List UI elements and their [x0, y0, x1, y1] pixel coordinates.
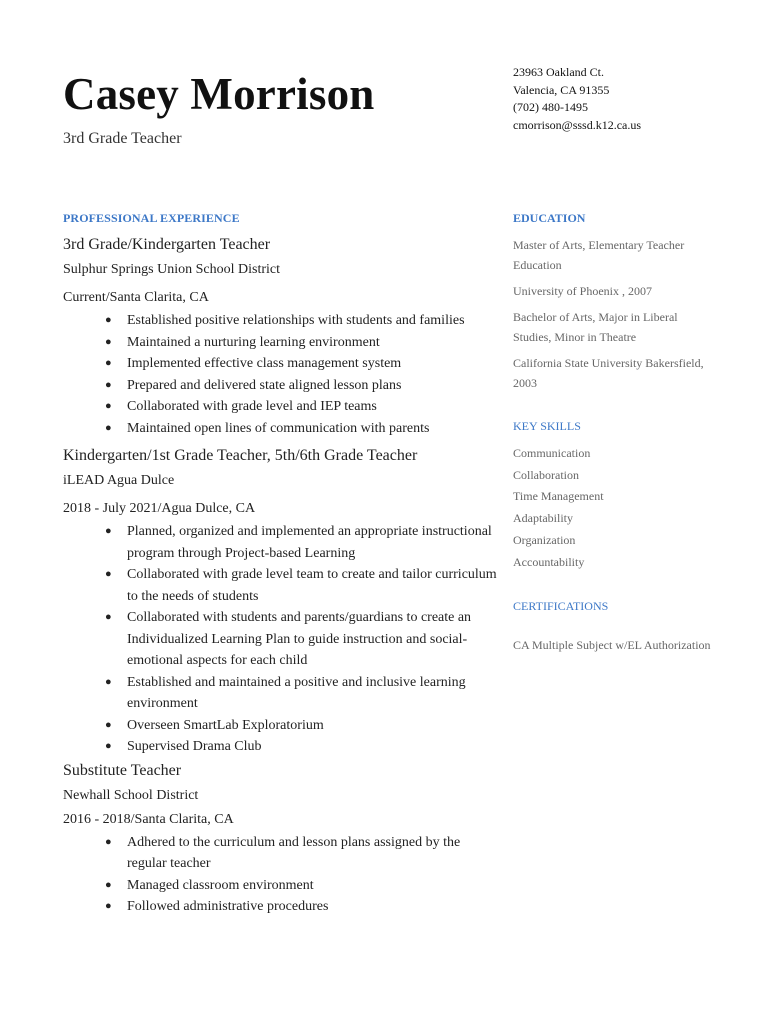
duty-text: Established positive relationships with students and families	[127, 313, 465, 328]
duty-item	[63, 875, 503, 897]
certification-item: CA Multiple Subject w/EL Authorization	[513, 638, 711, 653]
duty-item	[63, 396, 503, 418]
city-line: Valencia, CA 91355	[513, 82, 610, 97]
skill-item: Collaboration	[513, 467, 579, 482]
bullet-icon: ●	[105, 400, 112, 412]
job-title-subtitle: 3rd Grade Teacher	[63, 130, 182, 147]
sidebar	[513, 209, 713, 655]
school-masters: University of Phoenix , 2007	[513, 284, 652, 298]
duty-text: Followed administrative procedures	[127, 899, 329, 914]
duty-text: Supervised Drama Club	[127, 739, 262, 754]
duty-item	[63, 564, 503, 607]
job-duties-list	[63, 521, 503, 758]
bullet-icon: ●	[105, 835, 112, 848]
address-line: 23963 Oakland Ct.	[513, 65, 604, 79]
bullet-icon: ●	[105, 378, 112, 391]
duty-item	[63, 375, 503, 397]
degree-bachelors: Bachelor of Arts, Major in Liberal Studies, Minor in Theatre	[513, 310, 678, 344]
job-duties-list	[63, 832, 503, 918]
bullet-icon: ●	[105, 718, 112, 731]
duty-text: Collaborated with grade level team to create and tailor curriculum to the needs of students	[127, 567, 497, 604]
contact-block	[513, 64, 641, 134]
bullet-icon: ●	[105, 900, 112, 912]
experience-section	[63, 209, 503, 918]
duty-text: Planned, organized and implemented an appropriate instructional program through Project-based Learning	[127, 524, 492, 561]
duty-text: Maintained a nurturing learning environment	[127, 334, 380, 350]
duty-item	[63, 310, 503, 332]
duty-text: Collaborated with students and parents/guardians to create an Individualized Learning Plan to guide instruction and social-emotional aspects for each child	[127, 610, 472, 668]
duty-text: Implemented effective class management system	[127, 356, 402, 371]
skill-item: Time Management	[513, 489, 604, 504]
job-dates-location: Current/Santa Clarita, CA	[63, 290, 209, 305]
job-title: Kindergarten/1st Grade Teacher, 5th/6th Grade Teacher	[63, 447, 418, 464]
job-organization: iLEAD Agua Dulce	[63, 473, 175, 488]
phone-number: (702) 480-1495	[513, 100, 588, 114]
duty-text: Managed classroom environment	[127, 877, 314, 893]
bullet-icon: ●	[105, 335, 112, 348]
duty-item	[63, 832, 503, 875]
duty-item	[63, 521, 503, 564]
job-dates-location: 2016 - 2018/Santa Clarita, CA	[63, 811, 234, 827]
bullet-icon: ●	[105, 675, 112, 688]
job-duties-list	[63, 310, 503, 439]
duty-text: Maintained open lines of communication with parents	[127, 420, 430, 436]
skill-item: Organization	[513, 532, 576, 547]
skill-item: Accountability	[513, 554, 585, 569]
job-entry	[63, 760, 503, 918]
candidate-name: Casey Morrison	[63, 69, 375, 119]
job-title: 3rd Grade/Kindergarten Teacher	[63, 236, 271, 253]
email-address: cmorrison@sssd.k12.ca.us	[513, 117, 642, 132]
duty-text: Prepared and delivered state aligned lesson plans	[127, 377, 402, 393]
bullet-icon: ●	[105, 357, 112, 369]
job-organization: Sulphur Springs Union School District	[63, 262, 281, 277]
bullet-icon: ●	[105, 568, 112, 580]
duty-text: Collaborated with grade level and IEP teams	[127, 399, 377, 414]
bullet-icon: ●	[105, 314, 112, 326]
duty-item	[63, 672, 503, 715]
duty-text: Overseen SmartLab Exploratorium	[127, 717, 324, 733]
bullet-icon: ●	[105, 878, 112, 891]
job-entry	[63, 445, 503, 758]
duty-item	[63, 607, 503, 672]
duty-text: Established and maintained a positive and inclusive learning environment	[127, 674, 466, 711]
certifications-heading: CERTIFICATIONS	[513, 599, 609, 614]
bullet-icon: ●	[105, 611, 112, 623]
experience-heading: PROFESSIONAL EXPERIENCE	[63, 211, 240, 225]
skills-heading: KEY SKILLS	[513, 419, 581, 433]
skill-item: Communication	[513, 446, 591, 460]
bullet-icon: ●	[105, 740, 112, 752]
skill-item: Adaptability	[513, 511, 573, 526]
duty-item	[63, 353, 503, 375]
job-dates-location: 2018 - July 2021/Agua Dulce, CA	[63, 501, 256, 516]
job-entry	[63, 234, 503, 439]
duty-item	[63, 418, 503, 440]
education-heading: EDUCATION	[513, 211, 586, 225]
duty-text: Adhered to the curriculum and lesson plans assigned by the regular teacher	[127, 834, 461, 871]
skills-list	[513, 443, 713, 573]
bullet-icon: ●	[105, 421, 112, 434]
duty-item	[63, 736, 503, 758]
duty-item	[63, 715, 503, 737]
job-title: Substitute Teacher	[63, 761, 182, 779]
job-organization: Newhall School District	[63, 787, 199, 803]
duty-item	[63, 332, 503, 354]
duty-item	[63, 896, 503, 918]
bullet-icon: ●	[105, 525, 112, 537]
school-bachelors: California State University Bakersfield, 2003	[513, 356, 704, 390]
degree-masters: Master of Arts, Elementary Teacher Education	[513, 238, 685, 272]
